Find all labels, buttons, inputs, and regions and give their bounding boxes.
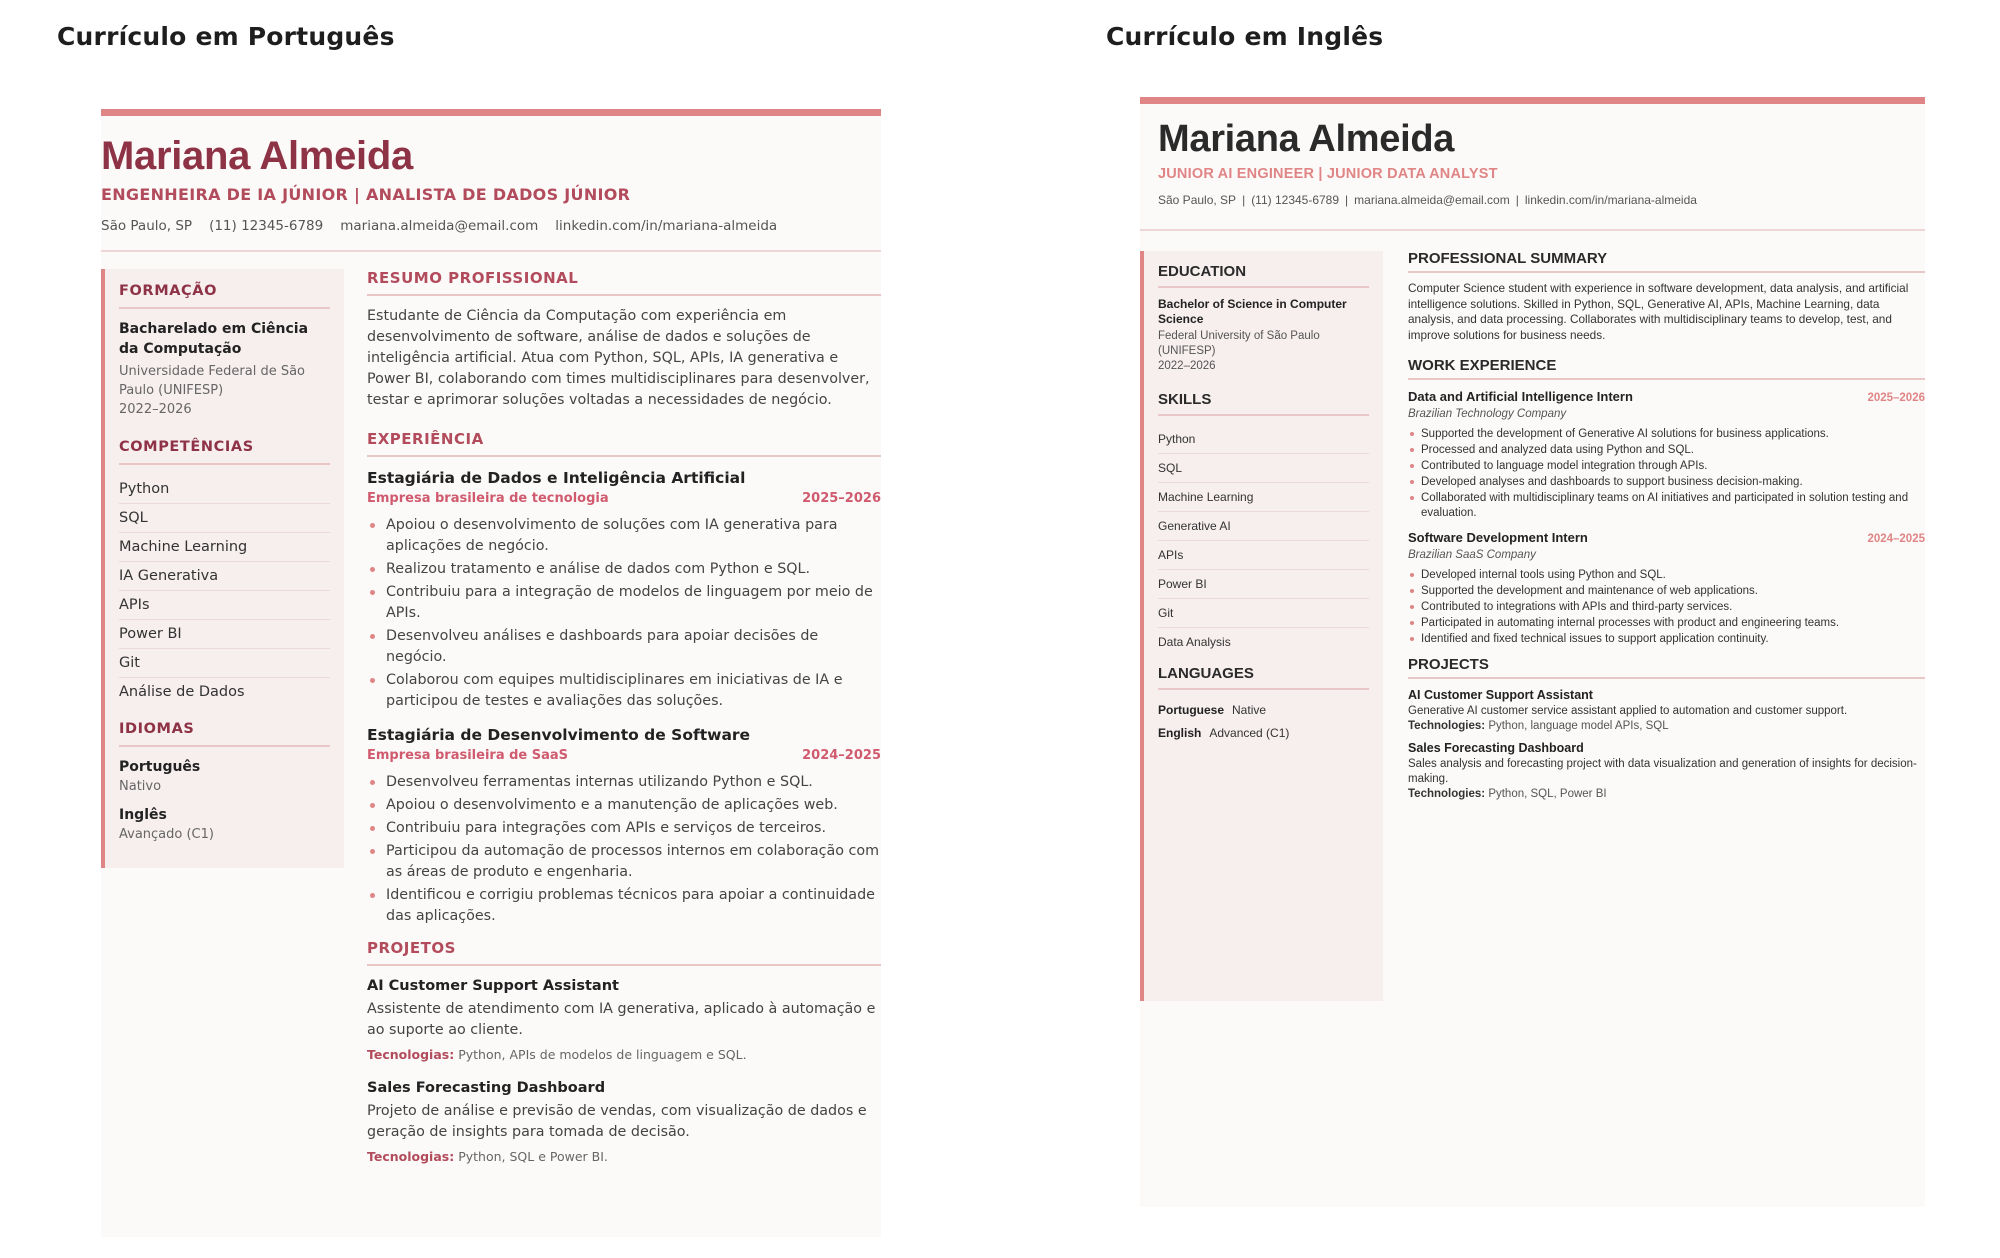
language-name: English bbox=[1158, 726, 1202, 740]
header-divider bbox=[1140, 229, 1925, 231]
job-bullet: Developed internal tools using Python and SQL. bbox=[1408, 568, 1925, 583]
language-level: Avançado (C1) bbox=[119, 827, 214, 842]
job-meta bbox=[367, 746, 881, 765]
project-technologies bbox=[1408, 718, 1925, 734]
languages-heading: IDIOMAS bbox=[119, 721, 330, 747]
job-bullet: Identified and fixed technical issues to support application continuity. bbox=[1408, 632, 1925, 647]
skills-heading: SKILLS bbox=[1158, 391, 1369, 416]
job-header bbox=[1408, 388, 1925, 406]
education-heading: EDUCATION bbox=[1158, 263, 1369, 288]
job-company: Empresa brasileira de SaaS bbox=[367, 748, 569, 763]
job-bullets bbox=[367, 772, 881, 927]
skill-item: SQL bbox=[119, 504, 330, 533]
sidebar bbox=[101, 269, 344, 868]
job-bullets bbox=[1408, 568, 1925, 647]
main-column bbox=[367, 269, 881, 1180]
resume-name: Mariana Almeida bbox=[101, 134, 413, 178]
education-heading: FORMAÇÃO bbox=[119, 283, 330, 309]
job-bullet: Desenvolveu ferramentas internas utilizando Python e SQL. bbox=[367, 772, 881, 793]
language-row bbox=[1158, 722, 1369, 745]
skills-heading: COMPETÊNCIAS bbox=[119, 439, 330, 465]
project-description: Sales analysis and forecasting project with data visualization and generation of insights for decision-making. bbox=[1408, 758, 1917, 785]
resume-english bbox=[1140, 97, 1925, 1207]
job-dates: 2024–2025 bbox=[1867, 533, 1925, 545]
skill-item: APIs bbox=[119, 591, 330, 620]
header-divider bbox=[101, 250, 881, 252]
summary-text: Estudante de Ciência da Computação com experiência em desenvolvimento de software, análise de dados e soluções de inteligência artificial. Atua com Python, SQL, APIs, IA generativa e Power BI, colaborando com times multidisciplinares para desenvolver, testar e aprimorar soluções voltadas a necessidades de negócio. bbox=[367, 308, 870, 408]
education-years: 2022–2026 bbox=[1158, 360, 1216, 372]
job-bullet: Contribuiu para integrações com APIs e serviços de terceiros. bbox=[367, 818, 881, 839]
contact-linkedin: linkedin.com/in/mariana-almeida bbox=[1524, 193, 1697, 207]
project-description: Projeto de análise e previsão de vendas, com visualização de dados e geração de insights para tomada de decisão. bbox=[367, 1103, 867, 1140]
language-level: Advanced (C1) bbox=[1209, 726, 1290, 740]
job-dates: 2025–2026 bbox=[1867, 392, 1925, 404]
contact-line bbox=[1158, 193, 1697, 207]
job-bullet: Identificou e corrigiu problemas técnicos para apoiar a continuidade das aplicações. bbox=[367, 885, 881, 927]
summary-heading: RESUMO PROFISSIONAL bbox=[367, 269, 881, 296]
contact-separator: | bbox=[1345, 193, 1349, 207]
experience-heading: EXPERIÊNCIA bbox=[367, 430, 881, 457]
contact-line bbox=[101, 218, 777, 234]
tech-list: Python, SQL, Power BI bbox=[1488, 788, 1607, 800]
contact-location: São Paulo, SP bbox=[1158, 193, 1237, 207]
project-name: Sales Forecasting Dashboard bbox=[1408, 741, 1584, 755]
skill-item: IA Generativa bbox=[119, 562, 330, 591]
skill-item: Git bbox=[1158, 599, 1369, 628]
job-company: Brazilian SaaS Company bbox=[1408, 549, 1536, 561]
contact-phone: (11) 12345-6789 bbox=[209, 218, 324, 234]
contact-location: São Paulo, SP bbox=[101, 218, 193, 234]
project-technologies bbox=[367, 1147, 881, 1166]
job-title: Estagiária de Desenvolvimento de Software bbox=[367, 726, 751, 744]
resume-role: ENGENHEIRA DE IA JÚNIOR | ANALISTA DE DADOS JÚNIOR bbox=[101, 185, 631, 204]
job-bullet: Supported the development and maintenance of web applications. bbox=[1408, 584, 1925, 599]
job-company: Empresa brasileira de tecnologia bbox=[367, 491, 609, 506]
skill-item: Data Analysis bbox=[1158, 635, 1231, 649]
job-title: Data and Artificial Intelligence Intern bbox=[1408, 389, 1633, 404]
job-bullet: Processed and analyzed data using Python and SQL. bbox=[1408, 443, 1925, 458]
job-bullets bbox=[367, 515, 881, 712]
education-university: Universidade Federal de São Paulo (UNIFESP) bbox=[119, 364, 306, 398]
tech-list: Python, APIs de modelos de linguagem e SQL. bbox=[458, 1047, 747, 1062]
project-description: Generative AI customer service assistant applied to automation and customer support. bbox=[1408, 704, 1848, 717]
skill-item: Power BI bbox=[119, 620, 330, 649]
experience-heading: WORK EXPERIENCE bbox=[1408, 357, 1925, 380]
languages-heading: LANGUAGES bbox=[1158, 665, 1369, 690]
job-meta bbox=[367, 489, 881, 508]
job-bullet: Participated in automating internal processes with product and engineering teams. bbox=[1408, 616, 1925, 631]
sidebar bbox=[1140, 251, 1383, 1001]
language-level: Nativo bbox=[119, 779, 162, 794]
skill-item: Machine Learning bbox=[119, 533, 330, 562]
job-bullet: Contributed to integrations with APIs and third-party services. bbox=[1408, 600, 1925, 615]
job-bullet: Collaborated with multidisciplinary teams on AI initiatives and participated in solution testing and evaluation. bbox=[1408, 491, 1925, 520]
resume-name: Mariana Almeida bbox=[1158, 118, 1455, 160]
job-company: Brazilian Technology Company bbox=[1408, 408, 1567, 420]
job-title: Software Development Intern bbox=[1408, 530, 1588, 545]
job-bullets bbox=[1408, 427, 1925, 520]
summary-text: Computer Science student with experience in software development, data analysis, and artificial intelligence solutions. Skilled in Python, SQL, Generative AI, APIs, Machine Learning, data analysis, and data processing. Collaborates with multidisciplinary teams to develop, test, and improve solutions for business needs. bbox=[1408, 281, 1909, 342]
tech-list: Python, language model APIs, SQL bbox=[1488, 720, 1669, 732]
project-name: Sales Forecasting Dashboard bbox=[367, 1080, 606, 1096]
job-bullet: Apoiou o desenvolvimento de soluções com IA generativa para aplicações de negócio. bbox=[367, 515, 881, 557]
contact-email: mariana.almeida@email.com bbox=[340, 218, 539, 234]
skill-item: Machine Learning bbox=[1158, 483, 1369, 512]
education-years: 2022–2026 bbox=[119, 402, 192, 417]
skill-item: SQL bbox=[1158, 454, 1369, 483]
project-technologies bbox=[367, 1045, 881, 1064]
tech-label: Tecnologias: bbox=[367, 1149, 455, 1164]
job-dates: 2025–2026 bbox=[802, 491, 881, 506]
skill-item: APIs bbox=[1158, 541, 1369, 570]
project-name: AI Customer Support Assistant bbox=[1408, 687, 1593, 702]
contact-email: mariana.almeida@email.com bbox=[1354, 193, 1510, 207]
project-technologies bbox=[1408, 786, 1925, 802]
education-degree: Bacharelado em Ciência da Computação bbox=[119, 321, 309, 357]
projects-heading: PROJECTS bbox=[1408, 656, 1925, 679]
job-bullet: Contributed to language model integration through APIs. bbox=[1408, 459, 1925, 474]
education-university: Federal University of São Paulo (UNIFESP) bbox=[1158, 330, 1320, 357]
job-bullet: Colaborou com equipes multidisciplinares em iniciativas de IA e participou de testes e avaliações das soluções. bbox=[367, 670, 881, 712]
summary-heading: PROFESSIONAL SUMMARY bbox=[1408, 250, 1925, 273]
project-description: Assistente de atendimento com IA generativa, aplicado à automação e ao suporte ao cliente. bbox=[367, 1001, 876, 1038]
resume-portuguese bbox=[101, 109, 881, 1237]
resume-role: JUNIOR AI ENGINEER | JUNIOR DATA ANALYST bbox=[1158, 166, 1498, 182]
skill-item: Análise de Dados bbox=[119, 684, 245, 700]
contact-separator: | bbox=[1242, 193, 1246, 207]
job-header bbox=[1408, 529, 1925, 547]
tech-label: Tecnologias: bbox=[367, 1047, 455, 1062]
language-level: Native bbox=[1232, 703, 1267, 717]
education-degree: Bachelor of Science in Computer Science bbox=[1158, 297, 1347, 326]
skill-item: Generative AI bbox=[1158, 512, 1369, 541]
skill-item: Python bbox=[119, 475, 330, 504]
job-bullet: Desenvolveu análises e dashboards para apoiar decisões de negócio. bbox=[367, 626, 881, 668]
language-row bbox=[1158, 699, 1369, 722]
language-name: Português bbox=[119, 759, 201, 775]
panel-title-english: Currículo em Inglês bbox=[1106, 22, 1384, 51]
language-name: Inglês bbox=[119, 807, 167, 823]
skill-item: Git bbox=[119, 649, 330, 678]
job-bullet: Realizou tratamento e análise de dados com Python e SQL. bbox=[367, 559, 881, 580]
panel-title-portuguese: Currículo em Português bbox=[57, 22, 395, 51]
job-dates: 2024–2025 bbox=[802, 748, 881, 763]
tech-label: Technologies: bbox=[1408, 720, 1486, 732]
job-bullet: Apoiou o desenvolvimento e a manutenção de aplicações web. bbox=[367, 795, 881, 816]
main-column bbox=[1408, 250, 1925, 806]
job-bullet: Developed analyses and dashboards to support business decision-making. bbox=[1408, 475, 1925, 490]
projects-heading: PROJETOS bbox=[367, 939, 881, 966]
contact-linkedin: linkedin.com/in/mariana-almeida bbox=[555, 218, 778, 234]
language-name: Portuguese bbox=[1158, 703, 1225, 717]
skill-item: Power BI bbox=[1158, 570, 1369, 599]
project-name: AI Customer Support Assistant bbox=[367, 978, 619, 994]
contact-phone: (11) 12345-6789 bbox=[1251, 193, 1340, 207]
job-bullet: Participou da automação de processos internos em colaboração com as áreas de produto e engenharia. bbox=[367, 841, 881, 883]
job-title: Estagiária de Dados e Inteligência Artificial bbox=[367, 469, 746, 487]
tech-label: Technologies: bbox=[1408, 788, 1486, 800]
job-bullet: Contribuiu para a integração de modelos de linguagem por meio de APIs. bbox=[367, 582, 881, 624]
skill-item: Python bbox=[1158, 425, 1369, 454]
tech-list: Python, SQL e Power BI. bbox=[458, 1149, 608, 1164]
contact-separator: | bbox=[1515, 193, 1519, 207]
job-bullet: Supported the development of Generative AI solutions for business applications. bbox=[1408, 427, 1925, 442]
